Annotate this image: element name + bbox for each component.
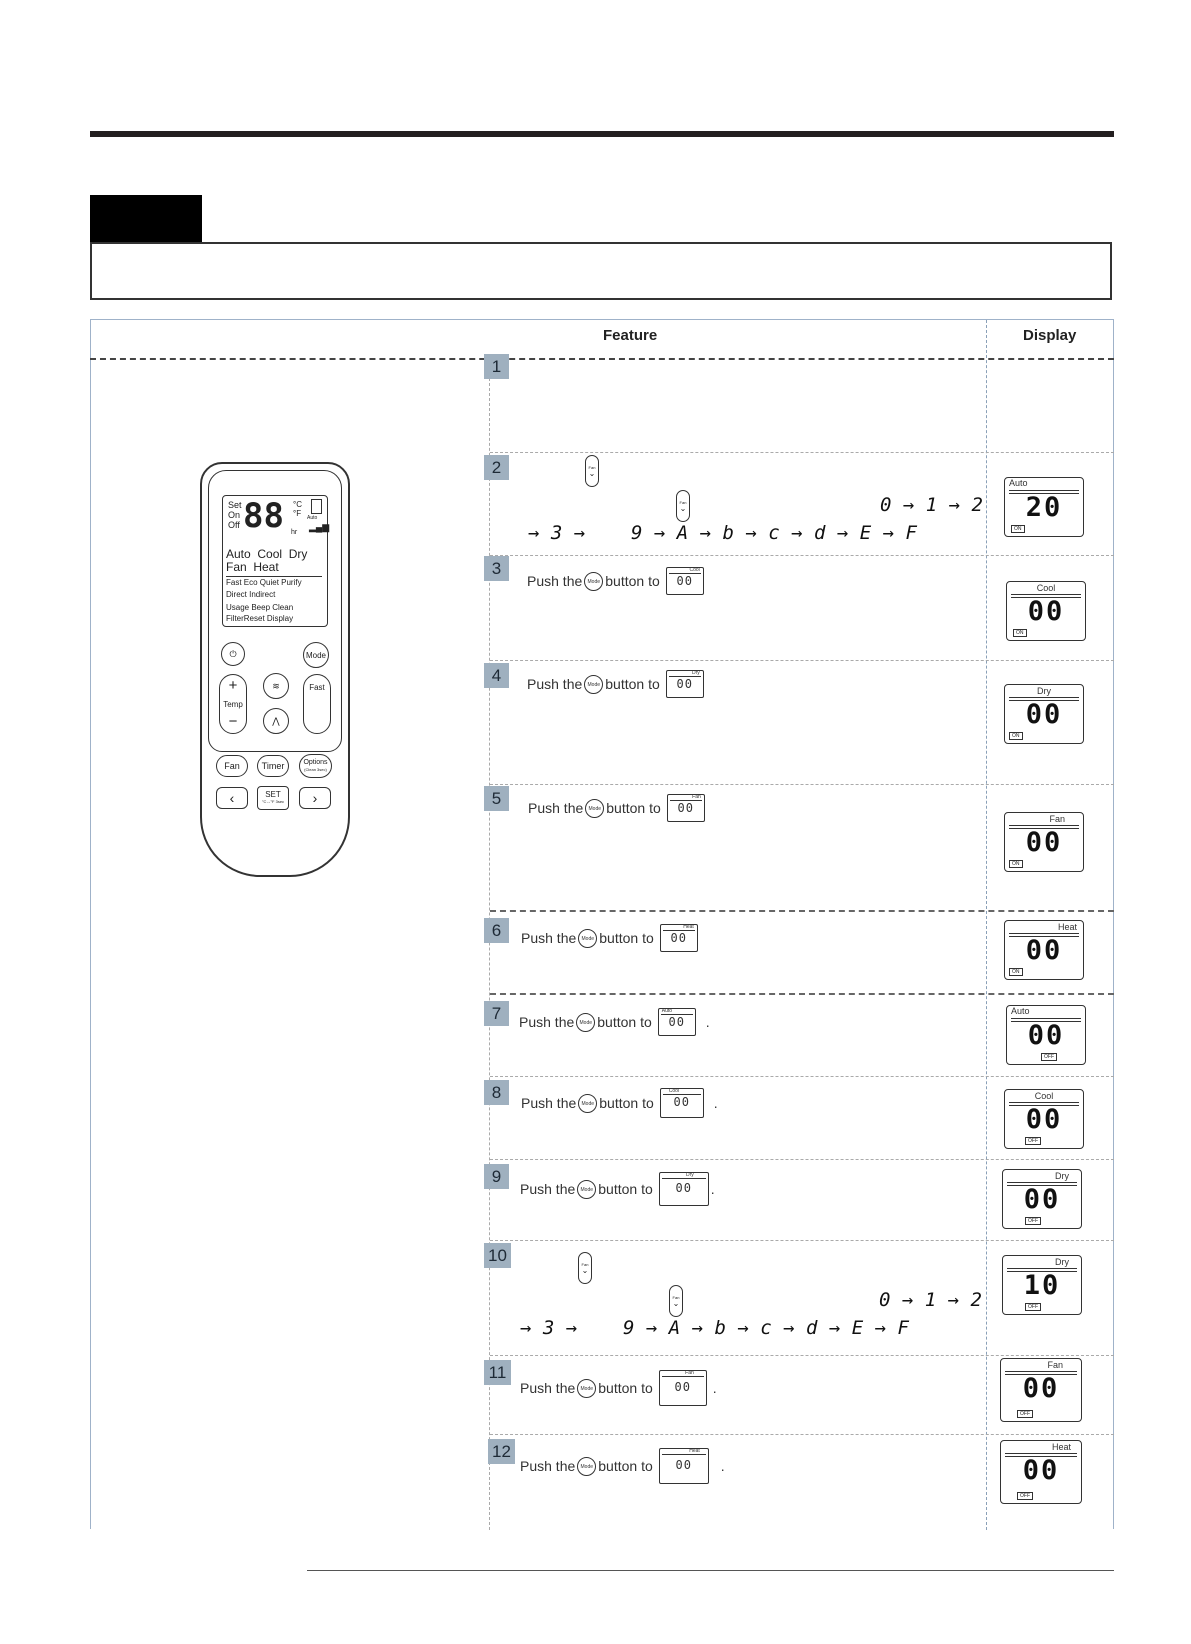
mode-button-icon: Mode	[577, 1379, 596, 1398]
display-lcd: Heat 00 OFF	[1000, 1440, 1082, 1504]
remote-set-sub: °C↔°F 3sec	[261, 799, 285, 804]
row-divider	[490, 452, 1114, 453]
display-lcd: Auto 20 ON	[1004, 477, 1084, 537]
remote-screen-row2: Fan Heat	[226, 560, 279, 574]
row-divider	[490, 1240, 1114, 1241]
remote-screen-row6: FilterReset Display	[226, 614, 294, 623]
row-divider	[490, 1434, 1114, 1435]
step-instruction: Push the Mode button to Heat 00 .	[520, 1448, 725, 1484]
row-divider	[490, 1159, 1114, 1160]
step-number: 3	[484, 556, 509, 581]
remote-screen-auto: Auto	[307, 515, 318, 521]
remote-screen-row1: Auto Cool Dry	[226, 547, 308, 561]
display-lcd: Heat 00 ON	[1004, 920, 1084, 980]
fast-button[interactable]	[303, 674, 331, 734]
step-number: 4	[484, 663, 509, 688]
signal-icon: ▂▄▆	[309, 522, 330, 532]
remote-screen-on: On	[228, 510, 241, 520]
step-instruction: Push the Mode button to Dry 00	[527, 670, 704, 698]
step-instruction: Push the Mode button to Dry 00 .	[520, 1172, 715, 1206]
mini-lcd-icon: Auto 00	[658, 1008, 696, 1036]
display-lcd: Dry 00 ON	[1004, 684, 1084, 744]
mode-button-icon: Mode	[576, 1013, 595, 1032]
windfree-button[interactable]	[263, 673, 289, 699]
display-lcd: Cool 00 OFF	[1004, 1089, 1084, 1149]
step-instruction: Push the Mode button to Fan 00 .	[520, 1370, 717, 1406]
remote-set-button[interactable]	[257, 786, 289, 810]
row-divider	[490, 1076, 1114, 1077]
mode-button-icon: Mode	[584, 675, 603, 694]
remote-screen-row3: Fast Eco Quiet Purify	[226, 578, 302, 587]
row-divider	[490, 993, 1114, 995]
row-divider	[490, 1355, 1114, 1356]
step-number: 1	[484, 354, 509, 379]
mode-button-icon: Mode	[578, 929, 597, 948]
mini-lcd-icon: Fan 00	[667, 794, 705, 822]
fan-speed-sequence: 0 → 1 → 2	[880, 494, 983, 516]
mode-button-icon: Mode	[577, 1180, 596, 1199]
mini-lcd-icon: Cool 00	[666, 567, 704, 595]
footer-rule	[307, 1570, 1114, 1571]
fan-button-icon: Fan ⌄	[669, 1285, 683, 1317]
display-column-divider	[986, 320, 987, 1530]
power-icon: ⏻	[229, 648, 237, 659]
row-divider	[490, 660, 1114, 661]
display-lcd: Dry 00 OFF	[1002, 1169, 1082, 1229]
display-lcd: Cool 00 ON	[1006, 581, 1086, 641]
mode-button-icon: Mode	[577, 1457, 596, 1476]
section-tab	[90, 195, 202, 242]
header-divider	[90, 358, 1114, 360]
mini-lcd-icon: Fan 00	[659, 1370, 707, 1406]
mini-lcd-icon: Dry 00	[666, 670, 704, 698]
remote-screen-units: °C °F	[293, 500, 302, 518]
remote-screen-off: Off	[228, 520, 240, 530]
remote-screen-digits: 88	[243, 496, 284, 536]
row-divider	[490, 555, 1114, 556]
step-instruction: Push the Mode button to Heat 00	[521, 924, 698, 952]
remote-options-label: Options	[303, 759, 328, 766]
step-instruction: Push the Mode button to Auto 00 .	[519, 1008, 710, 1036]
remote-fan-label: Fan	[224, 761, 240, 771]
fan-speed-sequence: → 3 → 9 → A → b → c → d → E → F	[528, 522, 917, 544]
minus-icon: −	[228, 713, 238, 730]
airflow-icon: ⋀	[272, 715, 280, 726]
direction-button[interactable]	[263, 708, 289, 734]
fan-button-icon: Fan ⌄	[585, 455, 599, 487]
battery-icon	[311, 499, 322, 514]
top-rule	[90, 131, 1114, 137]
mode-button-icon: Mode	[584, 572, 603, 591]
note-box	[90, 242, 1112, 300]
row-divider	[490, 910, 1114, 912]
remote-mode-label: Mode	[305, 650, 326, 660]
remote-screen-row4: Direct Indirect	[226, 590, 276, 599]
step-instruction: Push the Mode button to Cool 00 .	[521, 1088, 718, 1118]
remote-options-sub: (Clean 3sec)	[304, 767, 327, 772]
mode-button-icon: Mode	[585, 799, 604, 818]
step-number: 6	[484, 918, 509, 943]
chevron-left-icon: ‹	[229, 790, 235, 806]
row-divider	[490, 784, 1114, 785]
remote-screen-set: Set	[228, 500, 242, 510]
step-number: 11	[484, 1360, 511, 1385]
mode-button-icon: Mode	[578, 1094, 597, 1113]
power-button[interactable]	[221, 642, 245, 666]
remote-options-button[interactable]	[299, 754, 332, 778]
fan-speed-sequence: 0 → 1 → 2	[879, 1289, 982, 1311]
display-lcd: Fan 00 OFF	[1000, 1358, 1082, 1422]
fan-button-icon: Fan ⌄	[676, 490, 690, 522]
step-number: 9	[484, 1164, 509, 1189]
step-number: 12	[488, 1439, 515, 1464]
remote-right-button[interactable]	[299, 787, 331, 809]
mini-lcd-icon: Heat 00	[660, 924, 698, 952]
fast-label: Fast	[309, 683, 325, 692]
display-lcd: Dry 10 OFF	[1002, 1255, 1082, 1315]
remote-screen	[222, 495, 328, 627]
step-number: 8	[484, 1080, 509, 1105]
step-number: 7	[484, 1001, 509, 1026]
remote-screen-row5: Usage Beep Clean	[226, 603, 294, 612]
remote-set-label: SET	[265, 790, 281, 799]
mini-lcd-icon: Cool 00	[660, 1088, 704, 1118]
temp-label: Temp	[223, 699, 243, 709]
remote-timer-label: Timer	[261, 761, 285, 771]
remote-timer-button[interactable]	[257, 755, 289, 777]
mini-lcd-icon: Dry 00	[659, 1172, 709, 1206]
fan-button-icon: Fan ⌄	[578, 1252, 592, 1284]
step-number: 10	[484, 1243, 511, 1268]
display-header: Display	[1023, 327, 1077, 344]
step-number: 5	[484, 786, 509, 811]
mini-lcd-icon: Heat 00	[659, 1448, 709, 1484]
remote-fan-button[interactable]	[216, 755, 248, 777]
feature-header: Feature	[603, 327, 658, 344]
step-instruction: Push the Mode button to Fan 00	[528, 794, 705, 822]
remote-screen-hr: hr	[291, 529, 298, 536]
plus-icon: +	[228, 677, 238, 694]
display-lcd: Fan 00 ON	[1004, 812, 1084, 872]
fan-speed-sequence: → 3 → 9 → A → b → c → d → E → F	[520, 1317, 909, 1339]
step-instruction: Push the Mode button to Cool 00	[527, 567, 704, 595]
remote-mode-button[interactable]	[303, 642, 329, 668]
step-number: 2	[484, 455, 509, 480]
display-lcd: Auto 00 OFF	[1006, 1005, 1086, 1065]
remote-left-button[interactable]	[216, 787, 248, 809]
wind-icon: ≋	[272, 680, 280, 691]
temp-button[interactable]	[219, 674, 247, 734]
chevron-right-icon: ›	[312, 790, 318, 806]
